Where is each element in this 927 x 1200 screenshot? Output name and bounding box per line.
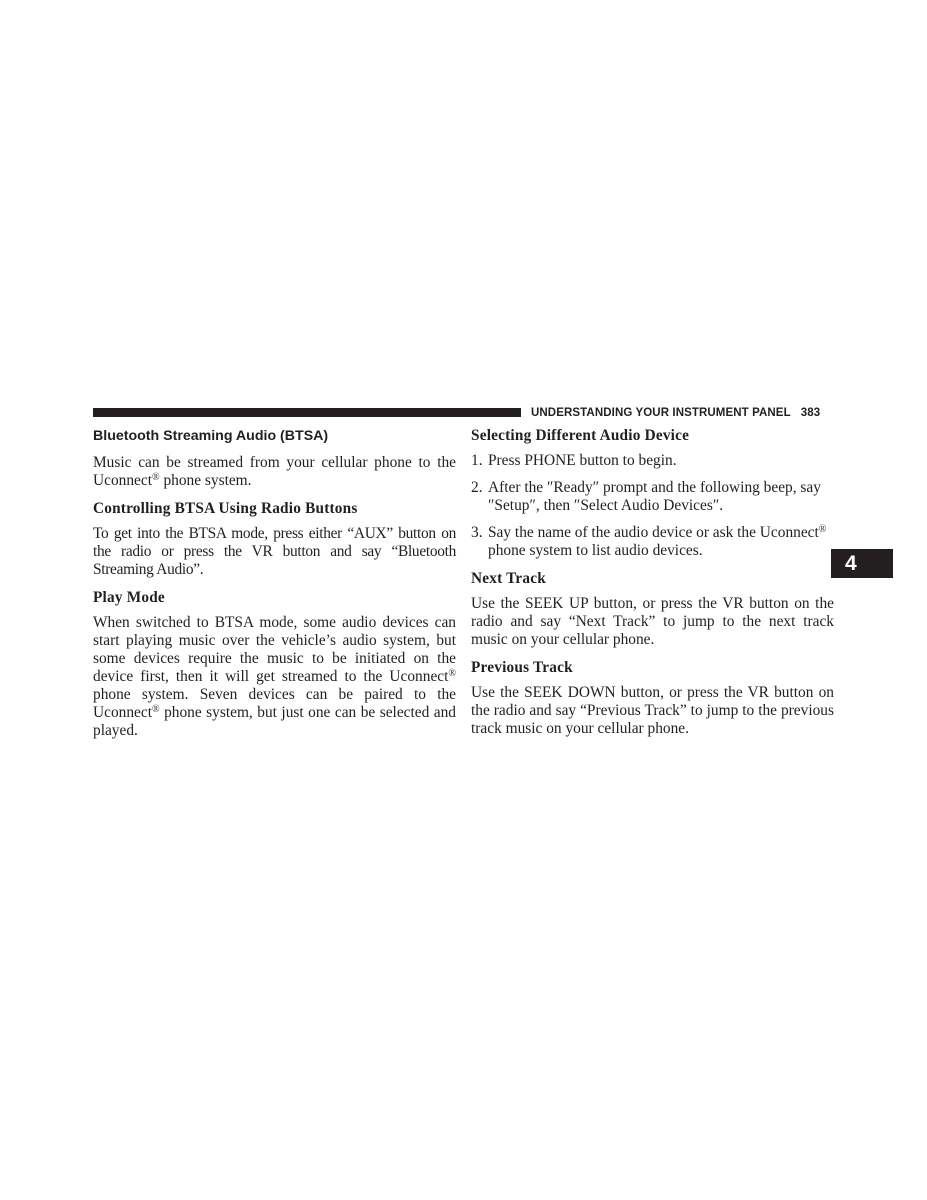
page-number: 383 [800,407,821,419]
right-column [471,426,834,747]
left-column [93,426,456,749]
header-rule [93,408,521,417]
chapter-tab: 4 [831,549,893,578]
btsa-heading: Bluetooth Streaming Audio (BTSA) [93,428,329,444]
steps-list [471,452,834,560]
play-mode-heading: Play Mode [93,589,165,606]
next-track-text: Use the SEEK UP button, or press the VR button on the radio and say “Next Track” to jump to the next track music on your cellular phone. [471,595,834,648]
previous-track-text: Use the SEEK DOWN button, or press the VR button on the radio and say “Previous Track” to jump to the previous track music on your cellular phone. [471,684,834,737]
btsa-intro: Music can be streamed from your cellular phone to the Uconnect® phone system. [93,454,456,489]
selecting-device-heading: Selecting Different Audio Device [471,427,690,444]
next-track-heading: Next Track [471,570,546,587]
list-item: 1. Press PHONE button to begin. [471,452,677,469]
running-header [531,406,836,420]
controlling-text: To get into the BTSA mode, press either “AUX” button on the radio or press the VR button and say “Bluetooth Streaming Audio”. [93,525,456,578]
play-mode-text: When switched to BTSA mode, some audio devices can start playing music over the vehicle’s audio system, but some devices require the music to be initiated on the device first, then it will get streamed to the Uconnect® phone system. Seven devices can be paired to the Uconnect® phone system, but just one can be selected and played. [93,614,456,739]
previous-track-heading: Previous Track [471,659,573,676]
controlling-heading: Controlling BTSA Using Radio Buttons [93,500,358,517]
list-item: 2. After the ″Ready″ prompt and the following beep, say ″Setup″, then ″Select Audio Devices″. [471,479,821,514]
header-section-title: UNDERSTANDING YOUR INSTRUMENT PANEL [531,407,791,419]
list-item: 3. Say the name of the audio device or ask the Uconnect® phone system to list audio devices. [471,524,827,559]
